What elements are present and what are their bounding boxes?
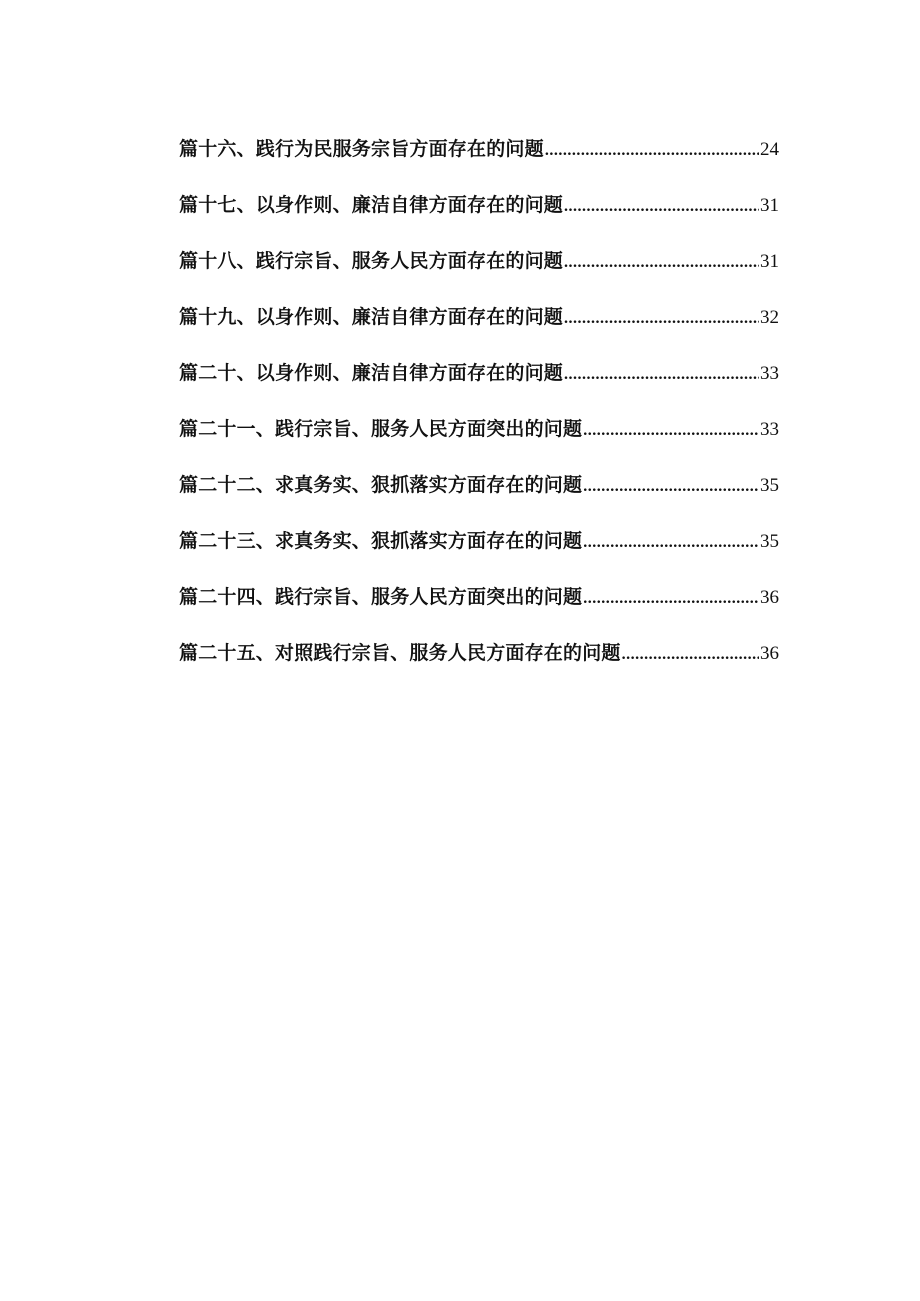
toc-entry-22[interactable] <box>179 471 779 527</box>
toc-dot-leader <box>545 137 759 165</box>
toc-entry-title: 篇二十一、践行宗旨、服务人民方面突出的问题 <box>179 418 583 440</box>
toc-page-number: 32 <box>760 307 779 328</box>
toc-entry-18[interactable] <box>179 247 779 303</box>
toc-entry-21[interactable] <box>179 415 779 471</box>
toc-entry-title: 篇二十二、求真务实、狠抓落实方面存在的问题 <box>179 474 583 496</box>
table-of-contents <box>179 135 779 695</box>
toc-entry-19[interactable] <box>179 303 779 359</box>
toc-page-number: 35 <box>760 475 779 496</box>
toc-page-number: 31 <box>760 195 779 216</box>
toc-entry-title: 篇二十三、求真务实、狠抓落实方面存在的问题 <box>179 530 583 552</box>
toc-page-number: 24 <box>760 139 779 160</box>
toc-dot-leader <box>583 529 759 557</box>
toc-entry-25[interactable] <box>179 639 779 695</box>
toc-dot-leader <box>583 473 759 501</box>
toc-page-number: 36 <box>760 643 779 664</box>
toc-entry-title: 篇二十五、对照践行宗旨、服务人民方面存在的问题 <box>179 642 621 664</box>
toc-entry-title: 篇十七、以身作则、廉洁自律方面存在的问题 <box>179 194 564 216</box>
toc-page-number: 33 <box>760 419 779 440</box>
toc-entry-title: 篇十八、践行宗旨、服务人民方面存在的问题 <box>179 250 564 272</box>
toc-dot-leader <box>583 585 759 613</box>
toc-entry-title: 篇二十、以身作则、廉洁自律方面存在的问题 <box>179 362 564 384</box>
toc-entry-16[interactable] <box>179 135 779 191</box>
toc-entry-17[interactable] <box>179 191 779 247</box>
toc-entry-title: 篇十九、以身作则、廉洁自律方面存在的问题 <box>179 306 564 328</box>
toc-dot-leader <box>622 641 759 669</box>
toc-page-number: 33 <box>760 363 779 384</box>
toc-entry-24[interactable] <box>179 583 779 639</box>
toc-page-number: 35 <box>760 531 779 552</box>
toc-page-number: 36 <box>760 587 779 608</box>
toc-entry-title: 篇十六、践行为民服务宗旨方面存在的问题 <box>179 138 544 160</box>
toc-entry-23[interactable] <box>179 527 779 583</box>
toc-dot-leader <box>564 305 759 333</box>
toc-dot-leader <box>564 249 759 277</box>
toc-dot-leader <box>564 361 759 389</box>
toc-dot-leader <box>583 417 759 445</box>
toc-page-number: 31 <box>760 251 779 272</box>
toc-entry-20[interactable] <box>179 359 779 415</box>
toc-dot-leader <box>564 193 759 221</box>
toc-entry-title: 篇二十四、践行宗旨、服务人民方面突出的问题 <box>179 586 583 608</box>
